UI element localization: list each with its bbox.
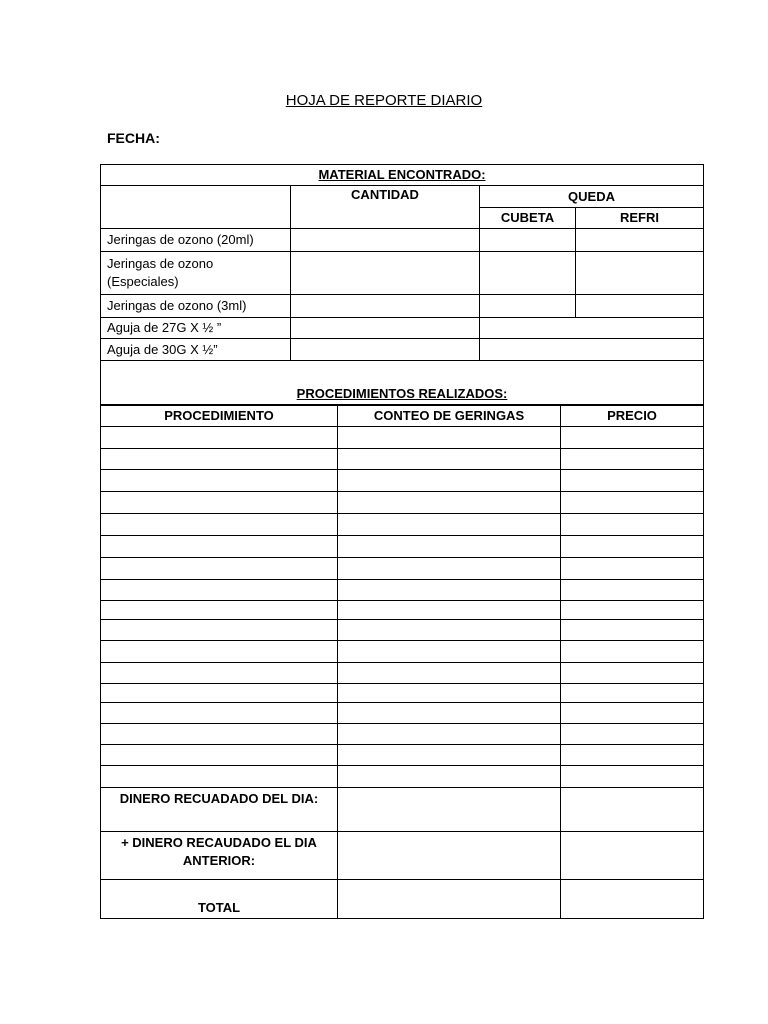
procedimiento-row: [101, 663, 704, 684]
cantidad-cell[interactable]: [291, 229, 480, 252]
procedimiento-cell[interactable]: [101, 601, 338, 620]
total-conteo-cell[interactable]: [338, 880, 561, 919]
refri-cell[interactable]: [576, 229, 704, 252]
conteo-cell[interactable]: [338, 684, 561, 703]
material-item-label: Aguja de 30G X ½”: [101, 339, 291, 361]
blank-cell[interactable]: [101, 186, 291, 229]
procedimiento-row: [101, 724, 704, 745]
conteo-cell[interactable]: [338, 492, 561, 514]
procedimiento-row: [101, 514, 704, 536]
dinero-anterior-precio-cell[interactable]: [561, 832, 704, 880]
precio-cell[interactable]: [561, 745, 704, 766]
procedimiento-row: [101, 601, 704, 620]
cubeta-cell[interactable]: [480, 295, 576, 318]
conteo-cell[interactable]: [338, 703, 561, 724]
fecha-label: FECHA:: [107, 130, 160, 146]
procedimiento-row: [101, 449, 704, 470]
procedimientos-header: PROCEDIMIENTOS REALIZADOS:: [101, 361, 704, 405]
precio-cell[interactable]: [561, 492, 704, 514]
cubeta-header: CUBETA: [480, 208, 576, 229]
precio-cell[interactable]: [561, 663, 704, 684]
precio-cell[interactable]: [561, 514, 704, 536]
precio-cell[interactable]: [561, 766, 704, 788]
procedimiento-cell[interactable]: [101, 449, 338, 470]
procedimiento-row: [101, 536, 704, 558]
page-title: HOJA DE REPORTE DIARIO: [285, 92, 483, 109]
procedimiento-cell[interactable]: [101, 620, 338, 641]
precio-cell[interactable]: [561, 703, 704, 724]
total-label: TOTAL: [101, 880, 338, 919]
material-item-label: Jeringas de ozono (Especiales): [101, 252, 291, 295]
procedimiento-cell[interactable]: [101, 745, 338, 766]
procedimiento-cell[interactable]: [101, 766, 338, 788]
procedimiento-row: [101, 558, 704, 580]
material-item-label: Jeringas de ozono (3ml): [101, 295, 291, 318]
cantidad-cell[interactable]: [291, 252, 480, 295]
conteo-cell[interactable]: [338, 449, 561, 470]
conteo-cell[interactable]: [338, 745, 561, 766]
cantidad-cell[interactable]: [291, 318, 480, 339]
procedimiento-row: [101, 766, 704, 788]
precio-cell[interactable]: [561, 601, 704, 620]
procedimientos-table: [100, 405, 704, 919]
precio-cell[interactable]: [561, 580, 704, 601]
conteo-cell[interactable]: [338, 470, 561, 492]
precio-header: PRECIO: [561, 406, 704, 427]
material-header: MATERIAL ENCONTRADO:: [101, 165, 704, 186]
dinero-anterior-conteo-cell[interactable]: [338, 832, 561, 880]
conteo-cell[interactable]: [338, 601, 561, 620]
conteo-cell[interactable]: [338, 620, 561, 641]
cubeta-cell[interactable]: [480, 252, 576, 295]
queda-header: QUEDA: [480, 186, 704, 208]
conteo-cell[interactable]: [338, 558, 561, 580]
queda-cell[interactable]: [480, 318, 704, 339]
precio-cell[interactable]: [561, 620, 704, 641]
material-item-label: Jeringas de ozono (20ml): [101, 229, 291, 252]
procedimiento-cell[interactable]: [101, 684, 338, 703]
procedimiento-cell[interactable]: [101, 663, 338, 684]
material-item-label: Aguja de 27G X ½ ”: [101, 318, 291, 339]
procedimiento-cell[interactable]: [101, 536, 338, 558]
procedimiento-cell[interactable]: [101, 703, 338, 724]
procedimiento-row: [101, 492, 704, 514]
conteo-header: CONTEO DE GERINGAS: [338, 406, 561, 427]
conteo-cell[interactable]: [338, 514, 561, 536]
precio-cell[interactable]: [561, 427, 704, 449]
precio-cell[interactable]: [561, 641, 704, 663]
dinero-dia-label: DINERO RECUADADO DEL DIA:: [101, 788, 338, 832]
procedimiento-cell[interactable]: [101, 492, 338, 514]
procedimiento-cell[interactable]: [101, 427, 338, 449]
procedimiento-row: [101, 745, 704, 766]
cantidad-cell[interactable]: [291, 339, 480, 361]
conteo-cell[interactable]: [338, 427, 561, 449]
dinero-dia-conteo-cell[interactable]: [338, 788, 561, 832]
procedimiento-cell[interactable]: [101, 470, 338, 492]
procedimiento-row: [101, 470, 704, 492]
conteo-cell[interactable]: [338, 536, 561, 558]
cantidad-cell[interactable]: [291, 295, 480, 318]
conteo-cell[interactable]: [338, 580, 561, 601]
conteo-cell[interactable]: [338, 766, 561, 788]
total-precio-cell[interactable]: [561, 880, 704, 919]
procedimiento-row: [101, 703, 704, 724]
precio-cell[interactable]: [561, 724, 704, 745]
procedimiento-row: [101, 620, 704, 641]
precio-cell[interactable]: [561, 684, 704, 703]
procedimiento-cell[interactable]: [101, 558, 338, 580]
procedimiento-cell[interactable]: [101, 641, 338, 663]
refri-header: REFRI: [576, 208, 704, 229]
queda-cell[interactable]: [480, 339, 704, 361]
conteo-cell[interactable]: [338, 724, 561, 745]
precio-cell[interactable]: [561, 449, 704, 470]
procedimiento-cell[interactable]: [101, 514, 338, 536]
precio-cell[interactable]: [561, 536, 704, 558]
refri-cell[interactable]: [576, 252, 704, 295]
procedimiento-row: [101, 641, 704, 663]
procedimiento-row: [101, 427, 704, 449]
conteo-cell[interactable]: [338, 663, 561, 684]
dinero-dia-precio-cell[interactable]: [561, 788, 704, 832]
material-table: [100, 164, 704, 405]
procedimiento-cell[interactable]: [101, 724, 338, 745]
procedimiento-header: PROCEDIMIENTO: [101, 406, 338, 427]
cubeta-cell[interactable]: [480, 229, 576, 252]
precio-cell[interactable]: [561, 558, 704, 580]
procedimiento-cell[interactable]: [101, 580, 338, 601]
precio-cell[interactable]: [561, 470, 704, 492]
procedimiento-row: [101, 580, 704, 601]
dinero-anterior-label: + DINERO RECAUDADO EL DIA ANTERIOR:: [101, 832, 338, 880]
cantidad-header: CANTIDAD: [291, 186, 480, 229]
conteo-cell[interactable]: [338, 641, 561, 663]
procedimiento-row: [101, 684, 704, 703]
refri-cell[interactable]: [576, 295, 704, 318]
